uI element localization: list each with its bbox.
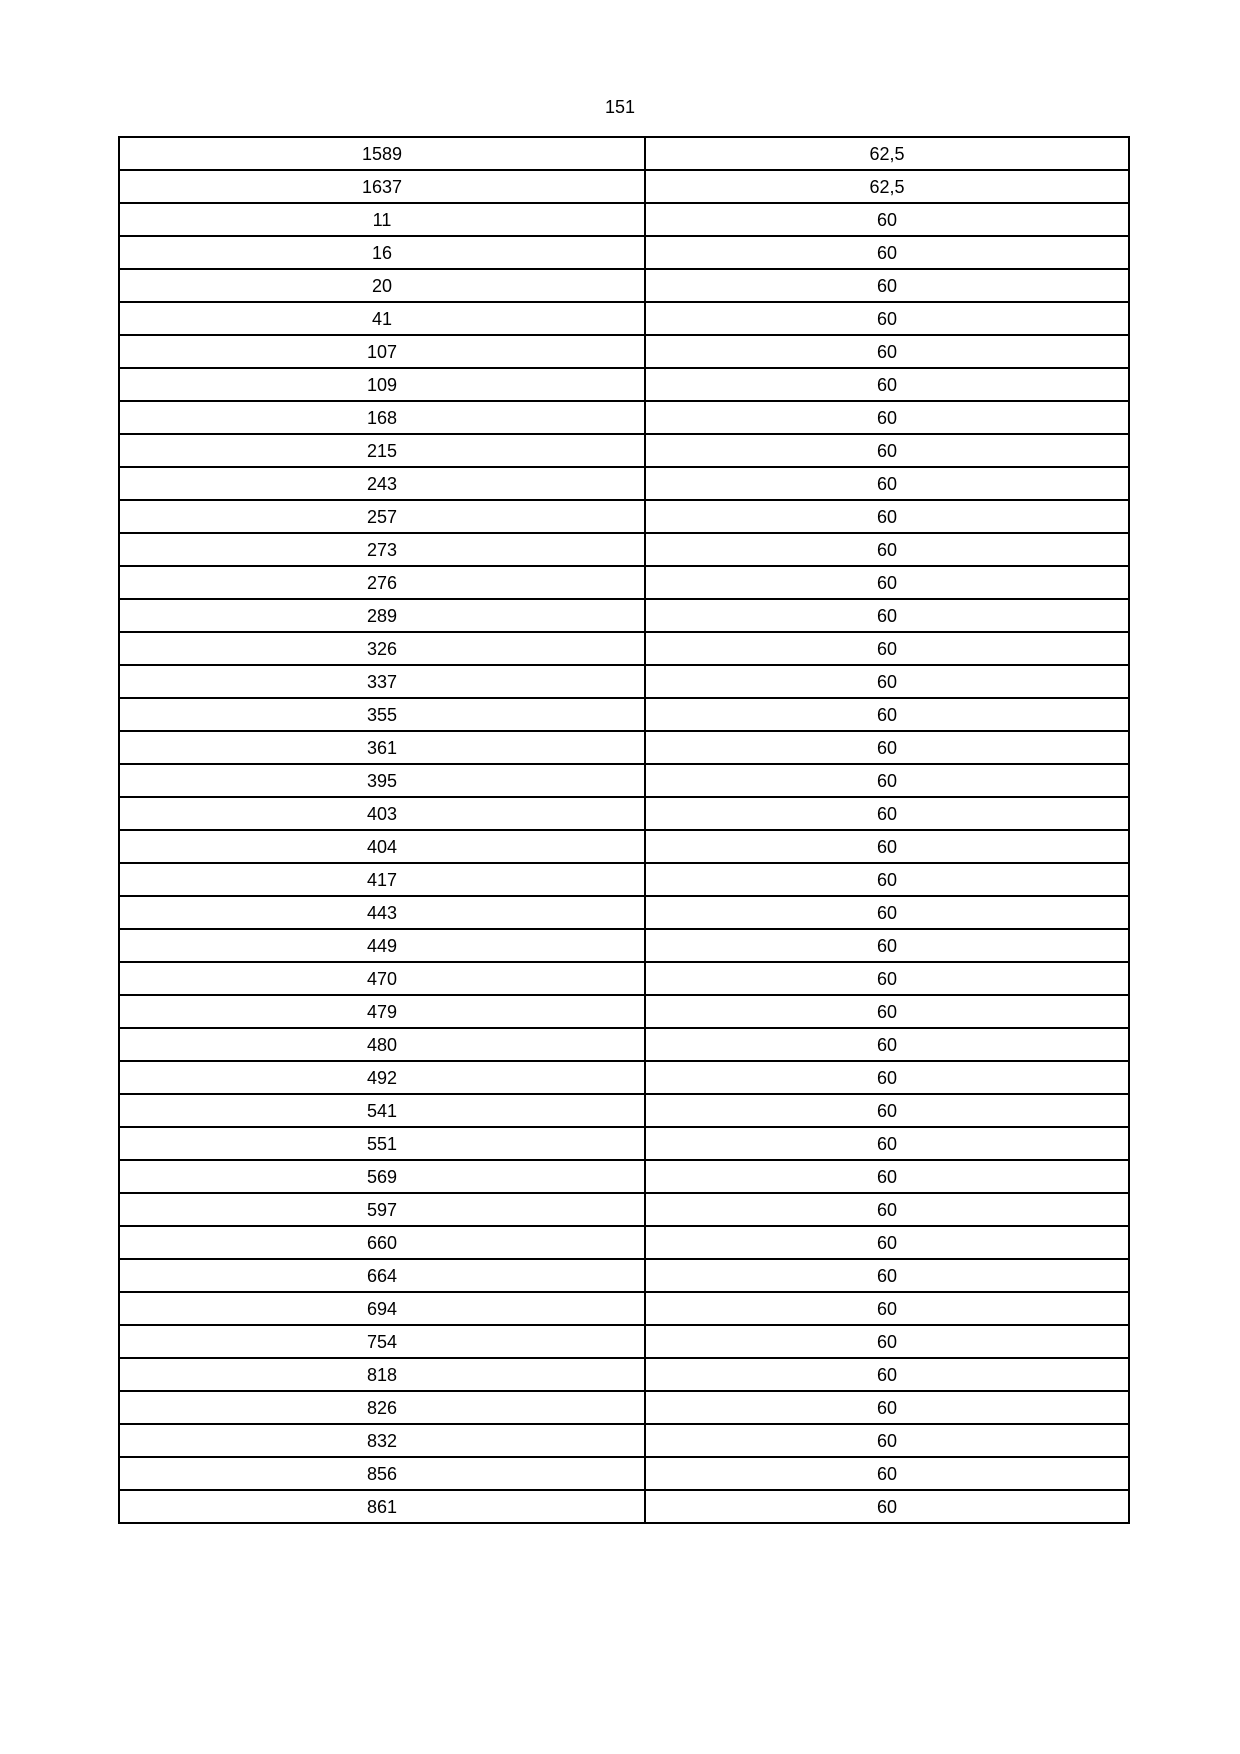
table-row <box>119 236 1129 269</box>
row-id-cell: 664 <box>119 1259 645 1292</box>
row-id-cell: 449 <box>119 929 645 962</box>
row-value-cell: 60 <box>645 665 1129 698</box>
row-id-cell: 109 <box>119 368 645 401</box>
row-value-cell: 60 <box>645 368 1129 401</box>
row-id-cell: 289 <box>119 599 645 632</box>
row-id-cell: 856 <box>119 1457 645 1490</box>
row-value-cell: 60 <box>645 599 1129 632</box>
row-value-cell: 60 <box>645 995 1129 1028</box>
table-row <box>119 566 1129 599</box>
table-row <box>119 434 1129 467</box>
row-id-cell: 470 <box>119 962 645 995</box>
row-value-cell: 60 <box>645 731 1129 764</box>
row-value-cell: 60 <box>645 302 1129 335</box>
table-row <box>119 929 1129 962</box>
row-value-cell: 62,5 <box>645 137 1129 170</box>
table-row <box>119 896 1129 929</box>
data-table <box>118 136 1130 1524</box>
row-id-cell: 404 <box>119 830 645 863</box>
row-value-cell: 60 <box>645 1259 1129 1292</box>
row-value-cell: 60 <box>645 236 1129 269</box>
table-row <box>119 1391 1129 1424</box>
row-id-cell: 16 <box>119 236 645 269</box>
row-id-cell: 215 <box>119 434 645 467</box>
table-row <box>119 665 1129 698</box>
row-value-cell: 60 <box>645 764 1129 797</box>
table-row <box>119 1457 1129 1490</box>
row-id-cell: 361 <box>119 731 645 764</box>
row-id-cell: 355 <box>119 698 645 731</box>
row-id-cell: 417 <box>119 863 645 896</box>
table-row <box>119 1061 1129 1094</box>
table-row <box>119 401 1129 434</box>
table-row <box>119 698 1129 731</box>
row-id-cell: 826 <box>119 1391 645 1424</box>
row-id-cell: 326 <box>119 632 645 665</box>
row-value-cell: 60 <box>645 1457 1129 1490</box>
table-row <box>119 1226 1129 1259</box>
row-value-cell: 60 <box>645 1358 1129 1391</box>
table-row <box>119 1028 1129 1061</box>
table-row <box>119 335 1129 368</box>
row-id-cell: 168 <box>119 401 645 434</box>
table-row <box>119 137 1129 170</box>
table-row <box>119 302 1129 335</box>
row-value-cell: 60 <box>645 896 1129 929</box>
row-id-cell: 107 <box>119 335 645 368</box>
table-row <box>119 1292 1129 1325</box>
row-value-cell: 60 <box>645 1127 1129 1160</box>
row-value-cell: 60 <box>645 335 1129 368</box>
row-value-cell: 60 <box>645 401 1129 434</box>
row-value-cell: 60 <box>645 698 1129 731</box>
table-row <box>119 830 1129 863</box>
table-row <box>119 533 1129 566</box>
table-row <box>119 203 1129 236</box>
row-id-cell: 818 <box>119 1358 645 1391</box>
table-row <box>119 1358 1129 1391</box>
table-row <box>119 797 1129 830</box>
table-row <box>119 269 1129 302</box>
row-id-cell: 479 <box>119 995 645 1028</box>
table-row <box>119 1490 1129 1523</box>
row-value-cell: 60 <box>645 566 1129 599</box>
row-id-cell: 694 <box>119 1292 645 1325</box>
row-id-cell: 660 <box>119 1226 645 1259</box>
row-id-cell: 1637 <box>119 170 645 203</box>
table-body <box>119 137 1129 1523</box>
row-value-cell: 60 <box>645 434 1129 467</box>
table-row <box>119 1424 1129 1457</box>
table-row <box>119 632 1129 665</box>
row-id-cell: 276 <box>119 566 645 599</box>
row-value-cell: 60 <box>645 1061 1129 1094</box>
row-value-cell: 62,5 <box>645 170 1129 203</box>
row-value-cell: 60 <box>645 962 1129 995</box>
row-value-cell: 60 <box>645 1424 1129 1457</box>
row-value-cell: 60 <box>645 500 1129 533</box>
table-row <box>119 1193 1129 1226</box>
row-value-cell: 60 <box>645 797 1129 830</box>
row-id-cell: 243 <box>119 467 645 500</box>
table-row <box>119 731 1129 764</box>
table-row <box>119 863 1129 896</box>
row-value-cell: 60 <box>645 863 1129 896</box>
row-value-cell: 60 <box>645 269 1129 302</box>
row-value-cell: 60 <box>645 1292 1129 1325</box>
row-value-cell: 60 <box>645 929 1129 962</box>
page-number: 151 <box>604 97 636 117</box>
row-id-cell: 754 <box>119 1325 645 1358</box>
row-id-cell: 597 <box>119 1193 645 1226</box>
row-id-cell: 257 <box>119 500 645 533</box>
row-value-cell: 60 <box>645 1391 1129 1424</box>
row-value-cell: 60 <box>645 1325 1129 1358</box>
row-id-cell: 492 <box>119 1061 645 1094</box>
row-value-cell: 60 <box>645 203 1129 236</box>
row-id-cell: 273 <box>119 533 645 566</box>
table-row <box>119 995 1129 1028</box>
table-row <box>119 1259 1129 1292</box>
table-row <box>119 764 1129 797</box>
table-row <box>119 962 1129 995</box>
row-id-cell: 443 <box>119 896 645 929</box>
row-value-cell: 60 <box>645 830 1129 863</box>
table-row <box>119 500 1129 533</box>
table-row <box>119 368 1129 401</box>
row-value-cell: 60 <box>645 1193 1129 1226</box>
table-row <box>119 1325 1129 1358</box>
row-id-cell: 832 <box>119 1424 645 1457</box>
row-value-cell: 60 <box>645 533 1129 566</box>
row-id-cell: 1589 <box>119 137 645 170</box>
table-row <box>119 467 1129 500</box>
row-id-cell: 551 <box>119 1127 645 1160</box>
row-id-cell: 337 <box>119 665 645 698</box>
row-value-cell: 60 <box>645 1094 1129 1127</box>
row-id-cell: 480 <box>119 1028 645 1061</box>
row-id-cell: 20 <box>119 269 645 302</box>
row-id-cell: 403 <box>119 797 645 830</box>
row-value-cell: 60 <box>645 632 1129 665</box>
table-row <box>119 1094 1129 1127</box>
table-row <box>119 1160 1129 1193</box>
row-id-cell: 41 <box>119 302 645 335</box>
row-id-cell: 395 <box>119 764 645 797</box>
table-row <box>119 599 1129 632</box>
row-value-cell: 60 <box>645 1490 1129 1523</box>
row-value-cell: 60 <box>645 1160 1129 1193</box>
table-row <box>119 1127 1129 1160</box>
row-id-cell: 861 <box>119 1490 645 1523</box>
row-id-cell: 541 <box>119 1094 645 1127</box>
row-value-cell: 60 <box>645 467 1129 500</box>
row-value-cell: 60 <box>645 1226 1129 1259</box>
row-id-cell: 11 <box>119 203 645 236</box>
row-id-cell: 569 <box>119 1160 645 1193</box>
row-value-cell: 60 <box>645 1028 1129 1061</box>
table-row <box>119 170 1129 203</box>
